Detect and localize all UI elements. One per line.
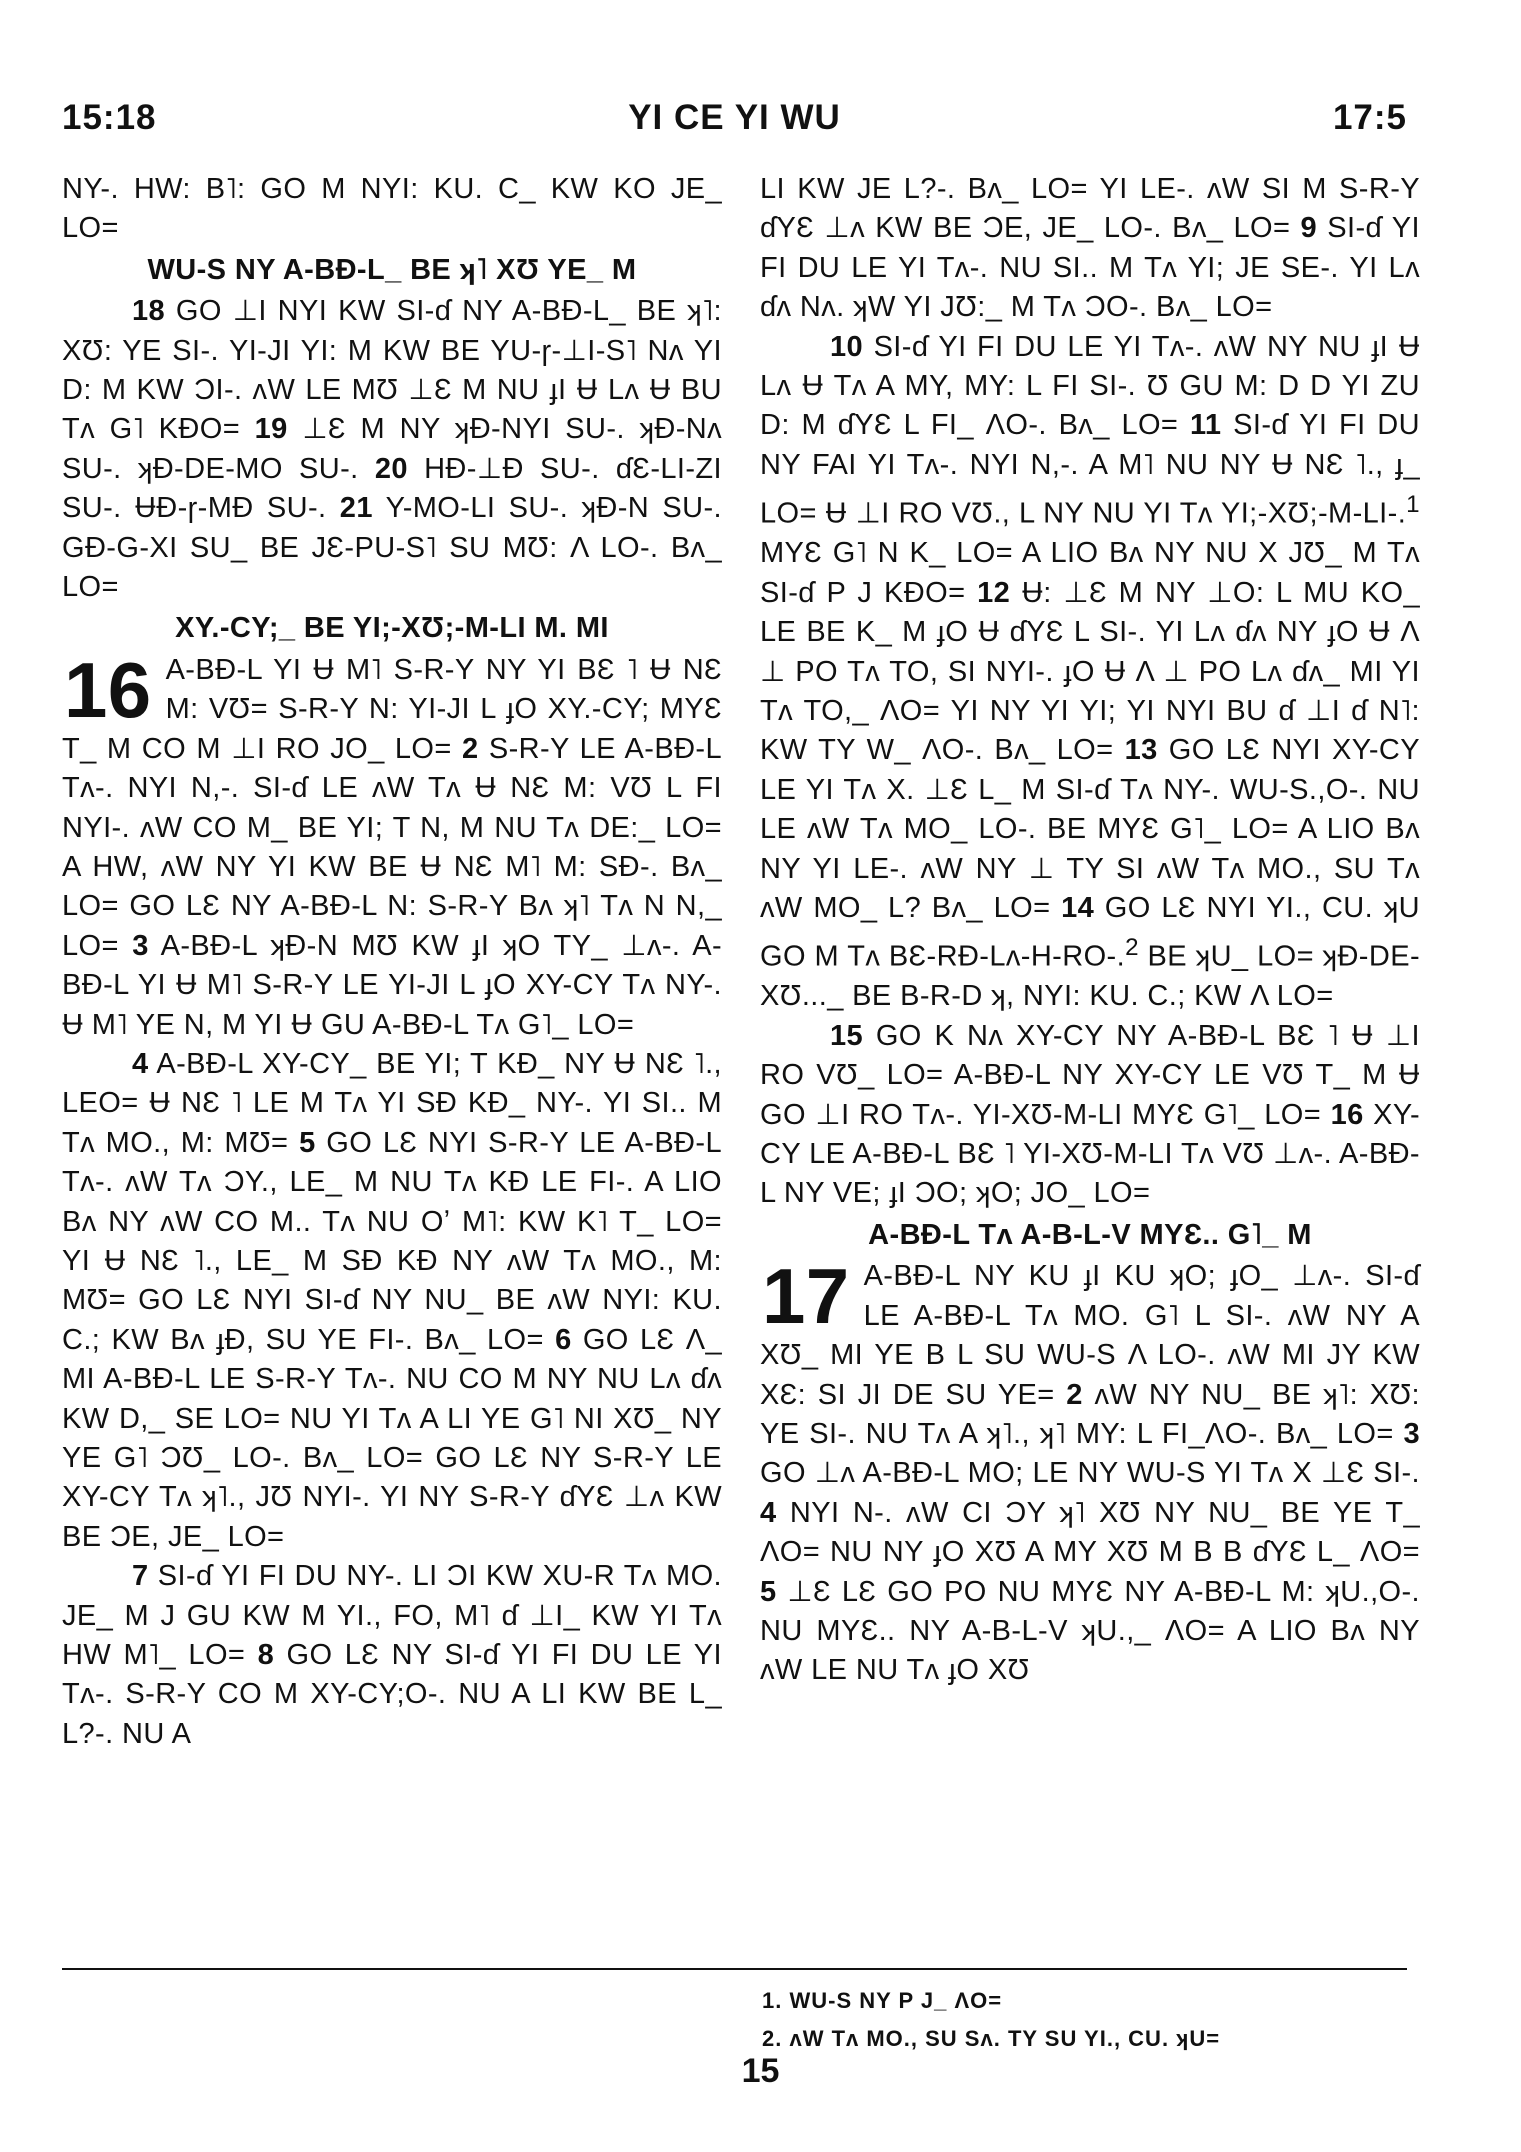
verse-number: 3 (132, 929, 149, 962)
paragraph: 4 A-BƉ-L XY-CY_ BE YI; T KƉ_ NY Ʉ NƐ ˥., LEO= Ʉ NƐ ˥ LE M Tʌ YI SƉ KƉ_ NY-. YI SI.. M Tʌ MO., M: MƱ= 5 GO LƐ NYI S-R-Y LE A-BƉ-L Tʌ-. ʌW Tʌ ƆY., LE_ M NU Tʌ KƉ LE FI-. A LIO Bʌ NY ʌW CO M.. Tʌ NU Oʼ M˥: KW K˥ T_ LO= YI Ʉ NƐ ˥., LE_ M SƉ KƉ NY ʌW Tʌ MO., M: MƱ= GO LƐ NYI SI-ɗ NY NU_ BE ʌW NYI: KU. C.; KW Bʌ ɟƉ, SU YE FI-. Bʌ_ LO= 6 GO LƐ Λ_ MI A-BƉ-L LE S-R-Y Tʌ-. NU CO M NY NU Lʌ ɗʌ KW D,_ SE LO= NU YI Tʌ A LI YE G˥ NI XƱ_ NY YE G˥ ƆƱ_ LO-. Bʌ_ LO= GO LƐ NY S-R-Y LE XY-CY Tʌ ʞ˥., JƱ NYI-. YI NY S-R-Y ɗYƐ ⊥ʌ KW BE ƆE, JE_ LO= (62, 1047, 723, 1553)
verse-number: 2 (1066, 1378, 1083, 1411)
paragraph: 17 A-BƉ-L NY KU ɟI KU ʞO; ɟO_ ⊥ʌ-. SI-ɗ LE A-BƉ-L Tʌ MO. G˥ L SI-. ʌW NY A XƱ_ MI YE B L SU WU-S Λ LO-. ʌW MI JY KW XƐ: SI JI DE SU YE= 2 ʌW NY NU_ BE ʞ˥: XƱ: YE SI-. NU Tʌ A ʞ˥., ʞ˥ MY: L FI_ΛO-. Bʌ_ LO= 3 GO ⊥ʌ A-BƉ-L MO; LE NY WU-S YI Tʌ X ⊥Ɛ SI-. 4 NYI N-. ʌW CI ƆY ʞ˥ XƱ NY NU_ BE YE T_ ΛO= NU NY ɟO XƱ A MY XƱ M B B ɗYƐ L_ ΛO= 5 ⊥Ɛ LƐ GO PO NU MYƐ NY A-BƉ-L M: ʞU.,O-. NU MYƐ.. NY A-B-L-V ʞU.,_ ΛO= A LIO Bʌ NY ʌW LE NU Tʌ ɟO XƱ (760, 1252, 1420, 1687)
paragraph: 10 SI-ɗ YI FI DU LE YI Tʌ-. ʌW NY NU ɟI Ʉ Lʌ Ʉ Tʌ A MY, MY: L FI SI-. Ʊ GU M: D D YI ZU D: M ɗYƐ L FI_ ΛO-. Bʌ_ LO= 11 SI-ɗ YI FI DU NY FAI YI Tʌ-. NYI N,-. A M˥ NU NY Ʉ NƐ ˥., ɟ_ LO= Ʉ ⊥I RO VƱ., L NY NU YI Tʌ YI;-XƱ;-M-LI-.$^1$ MYƐ G˥ N K_ LO= A LIO Bʌ NY NU X JƱ_ M Tʌ SI-ɗ P J KƉO= 12 Ʉ: ⊥Ɛ M NY ⊥O: L MU KO_ LE BE K_ M ɟO Ʉ ɗYƐ L SI-. YI Lʌ ɗʌ NY ɟO Ʉ Λ ⊥ PO Tʌ TO, SI NYI-. ɟO Ʉ Λ ⊥ PO Lʌ ɗʌ_ MI YI Tʌ TO,_ ΛO= YI NY YI YI; YI NYI BU ɗ ⊥I ɗ N˥: KW TY W_ ΛO-. Bʌ_ LO= 13 GO LƐ NYI XY-CY LE YI Tʌ X. ⊥Ɛ L_ M SI-ɗ Tʌ NY-. WU-S.,O-. NU LE ʌW Tʌ MO_ LO-. BE MYƐ G˥_ LO= A LIO Bʌ NY YI LE-. ʌW NY ⊥ TY SI ʌW Tʌ MO., SU Tʌ ʌW MO_ L? Bʌ_ LO= 14 GO LƐ NYI YI., CU. ʞU GO M Tʌ BƐ-RƉ-Lʌ-H-RO-.$^2$ BE ʞU_ LO= ʞƉ-DE-XƱ..._ BE B-R-D ʞ, NYI: KU. C.; KW Λ LO= (760, 330, 1420, 1013)
header-reference-left: 15:18 (62, 98, 157, 137)
footnote-1: 1. WU-S NY P J_ ΛO= (762, 1988, 1003, 2013)
verse-number: 3 (1403, 1417, 1420, 1450)
verse-number: 14 (1061, 891, 1095, 924)
chapter-number: 17 (762, 1252, 850, 1341)
chapter-number: 16 (64, 645, 152, 734)
verse-number: 5 (299, 1126, 316, 1159)
section-heading: XY.-CY;_ BE YI;-XƱ;-M-LI M. MI (175, 612, 609, 645)
footnote-marker[interactable]: 2 (1125, 934, 1139, 962)
paragraph: LI KW JE L?-. Bʌ_ LO= YI LE-. ʌW SI M S-R-Y ɗYƐ ⊥ʌ KW BE ƆE, JE_ LO-. Bʌ_ LO= 9 SI-ɗ YI FI DU LE YI Tʌ-. NU SI.. M Tʌ YI; JE SE-. YI Lʌ ɗʌ Nʌ. ʞW YI JƱ:_ M Tʌ ƆO-. Bʌ_ LO= (760, 173, 1420, 324)
verse-number: 4 (132, 1047, 149, 1080)
verse-number: 5 (760, 1575, 777, 1608)
header-reference-right: 17:5 (1332, 98, 1407, 137)
verse-number: 2 (462, 732, 479, 765)
footnotes (762, 1982, 1402, 2058)
header-book-title: YI CE YI WU (628, 98, 841, 137)
running-header (62, 98, 1407, 144)
verse-number: 13 (1124, 734, 1158, 767)
footnote-2: 2. ʌW Tʌ MO., SU Sʌ. TY SU YI., CU. ʞU= (762, 2026, 1221, 2051)
paragraph: 16 A-BƉ-L YI Ʉ M˥ S-R-Y NY YI BƐ ˥ Ʉ NƐ M: VƱ= S-R-Y N: YI-JI L ɟO XY.-CY; MYƐ T_ M CO M ⊥I RO JO_ LO= 2 S-R-Y LE A-BƉ-L Tʌ-. NYI N,-. SI-ɗ LE ʌW Tʌ Ʉ NƐ M: VƱ L FI NYI-. ʌW CO M_ BE YI; T N, M NU Tʌ DE:_ LO= A HW, ʌW NY YI KW BE Ʉ NƐ M˥ M: SƉ-. Bʌ_ LO= GO LƐ NY A-BƉ-L N: S-R-Y Bʌ ʞ˥ Tʌ N N,_ LO= 3 A-BƉ-L ʞƉ-N MƱ KW ɟI ʞO TY_ ⊥ʌ-. A-BƉ-L YI Ʉ M˥ S-R-Y LE YI-JI L ɟO XY-CY Tʌ NY-. Ʉ M˥ YE N, M YI Ʉ GU A-BƉ-L Tʌ G˥_ LO= (62, 645, 723, 1041)
verse-number: 7 (132, 1560, 149, 1593)
section-heading: WU-S NY A-BƉ-L_ BE ʞ˥ XƱ YE_ M (147, 253, 637, 286)
verse-number: 8 (257, 1639, 275, 1672)
verse-number: 19 (254, 413, 288, 446)
page-number: 15 (741, 2052, 780, 2090)
footnote-divider (62, 1968, 1407, 1970)
left-column (62, 170, 722, 1754)
paragraph: 15 GO K Nʌ XY-CY NY A-BƉ-L BƐ ˥ Ʉ ⊥I RO VƱ_ LO= A-BƉ-L NY XY-CY LE VƱ T_ M Ʉ GO ⊥I RO Tʌ-. YI-XƱ-M-LI MYƐ G˥_ LO= 16 XY-CY LE A-BƉ-L BƐ ˥ YI-XƱ-M-LI Tʌ VƱ ⊥ʌ-. A-BƉ-L NY VE; ɟI ƆO; ʞO; JO_ LO= (760, 1019, 1421, 1210)
verse-number: 4 (760, 1496, 777, 1529)
verse-number: 11 (1189, 409, 1222, 442)
verse-number: 12 (977, 576, 1011, 609)
verse-number: 9 (1300, 212, 1318, 245)
right-column (760, 170, 1420, 1691)
verse-number: 20 (374, 452, 408, 485)
verse-number: 21 (339, 492, 373, 525)
section-heading: A-BƉ-L Tʌ A-B-L-V MYƐ.. G˥_ M (868, 1218, 1312, 1251)
verse-number: 15 (830, 1019, 864, 1052)
paragraph: 7 SI-ɗ YI FI DU NY-. LI ƆI KW XU-R Tʌ MO. JE_ M J GU KW M YI., FO, M˥ ɗ ⊥I_ KW YI Tʌ HW M˥_ LO= 8 GO LƐ NY SI-ɗ YI FI DU LE YI Tʌ-. S-R-Y CO M XY-CY;O-. NU A LI KW BE L_ L?-. NU A (62, 1560, 722, 1750)
paragraph: NY-. HW: B˥: GO M NYI: KU. C_ KW KO JE_ LO= (62, 173, 722, 245)
footnote-marker[interactable]: 1 (1406, 491, 1420, 519)
verse-number: 18 (132, 295, 166, 328)
verse-number: 6 (555, 1323, 572, 1356)
verse-number: 10 (830, 330, 864, 363)
verse-number: 16 (1330, 1098, 1364, 1131)
paragraph: 18 GO ⊥I NYI KW SI-ɗ NY A-BƉ-L_ BE ʞ˥: XƱ: YE SI-. YI-JI YI: M KW BE YU-ɼ-⊥I-S˥ Nʌ YI D: M KW ƆI-. ʌW LE MƱ ⊥Ɛ M NU ɟI Ʉ Lʌ Ʉ BU Tʌ G˥ KƉO= 19 ⊥Ɛ M NY ʞƉ-NYI SU-. ʞƉ-Nʌ SU-. ʞƉ-DE-MO SU-. 20 HƉ-⊥Ɖ SU-. ɗƐ-LI-ZI SU-. ɄƉ-ɼ-MƉ SU-. 21 Y-MO-LI SU-. ʞƉ-N SU-. GƉ-G-XI SU_ BE JƐ-PU-S˥ SU MƱ: Λ LO-. Bʌ_ LO= (62, 295, 722, 604)
